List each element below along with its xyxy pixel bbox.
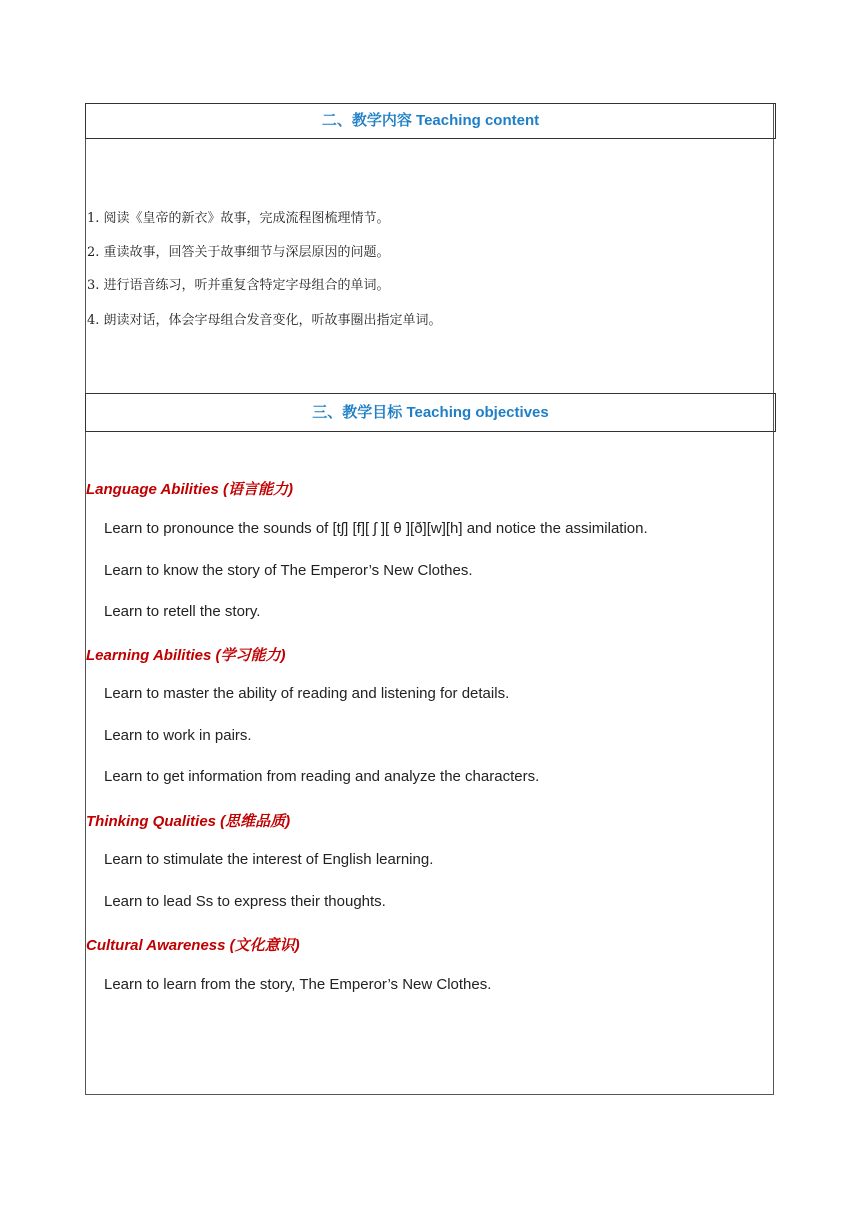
teaching-content-header: 二、教学内容 Teaching content [85, 103, 776, 139]
objective-item: Learn to stimulate the interest of English learning. [104, 851, 434, 868]
objective-item: Learn to know the story of The Emperor’s New Clothes. [104, 562, 473, 579]
category-cultural-awareness: Cultural Awareness (文化意识) [86, 937, 300, 954]
lesson-plan-table [85, 103, 774, 1095]
category-language-abilities: Language Abilities (语言能力) [86, 481, 293, 498]
objective-item: Learn to retell the story. [104, 603, 261, 620]
objective-item: Learn to master the ability of reading and listening for details. [104, 685, 510, 702]
content-item: 4. 朗读对话，体会字母组合发音变化，听故事圈出指定单词。 [87, 313, 442, 328]
objective-item: Learn to get information from reading and analyze the characters. [104, 768, 540, 785]
category-thinking-qualities: Thinking Qualities (思维品质) [86, 813, 291, 830]
objective-item: Learn to lead Ss to express their thoughts. [104, 893, 386, 910]
content-item: 2. 重读故事，回答关于故事细节与深层原因的问题。 [87, 245, 390, 260]
teaching-content-body [86, 139, 774, 393]
category-learning-abilities: Learning Abilities (学习能力) [86, 647, 286, 664]
objective-item: Learn to work in pairs. [104, 727, 252, 744]
content-item: 1. 阅读《皇帝的新衣》故事，完成流程图梳理情节。 [87, 211, 390, 226]
teaching-objectives-header: 三、教学目标 Teaching objectives [85, 393, 776, 432]
objective-item: Learn to pronounce the sounds of [tʃ] [f][ ʃ ][ θ ][ð][w][h] and notice the assimilation. [104, 520, 648, 537]
content-item: 3. 进行语音练习，听并重复含特定字母组合的单词。 [87, 278, 390, 293]
objective-item: Learn to learn from the story, The Emperor’s New Clothes. [104, 976, 492, 993]
